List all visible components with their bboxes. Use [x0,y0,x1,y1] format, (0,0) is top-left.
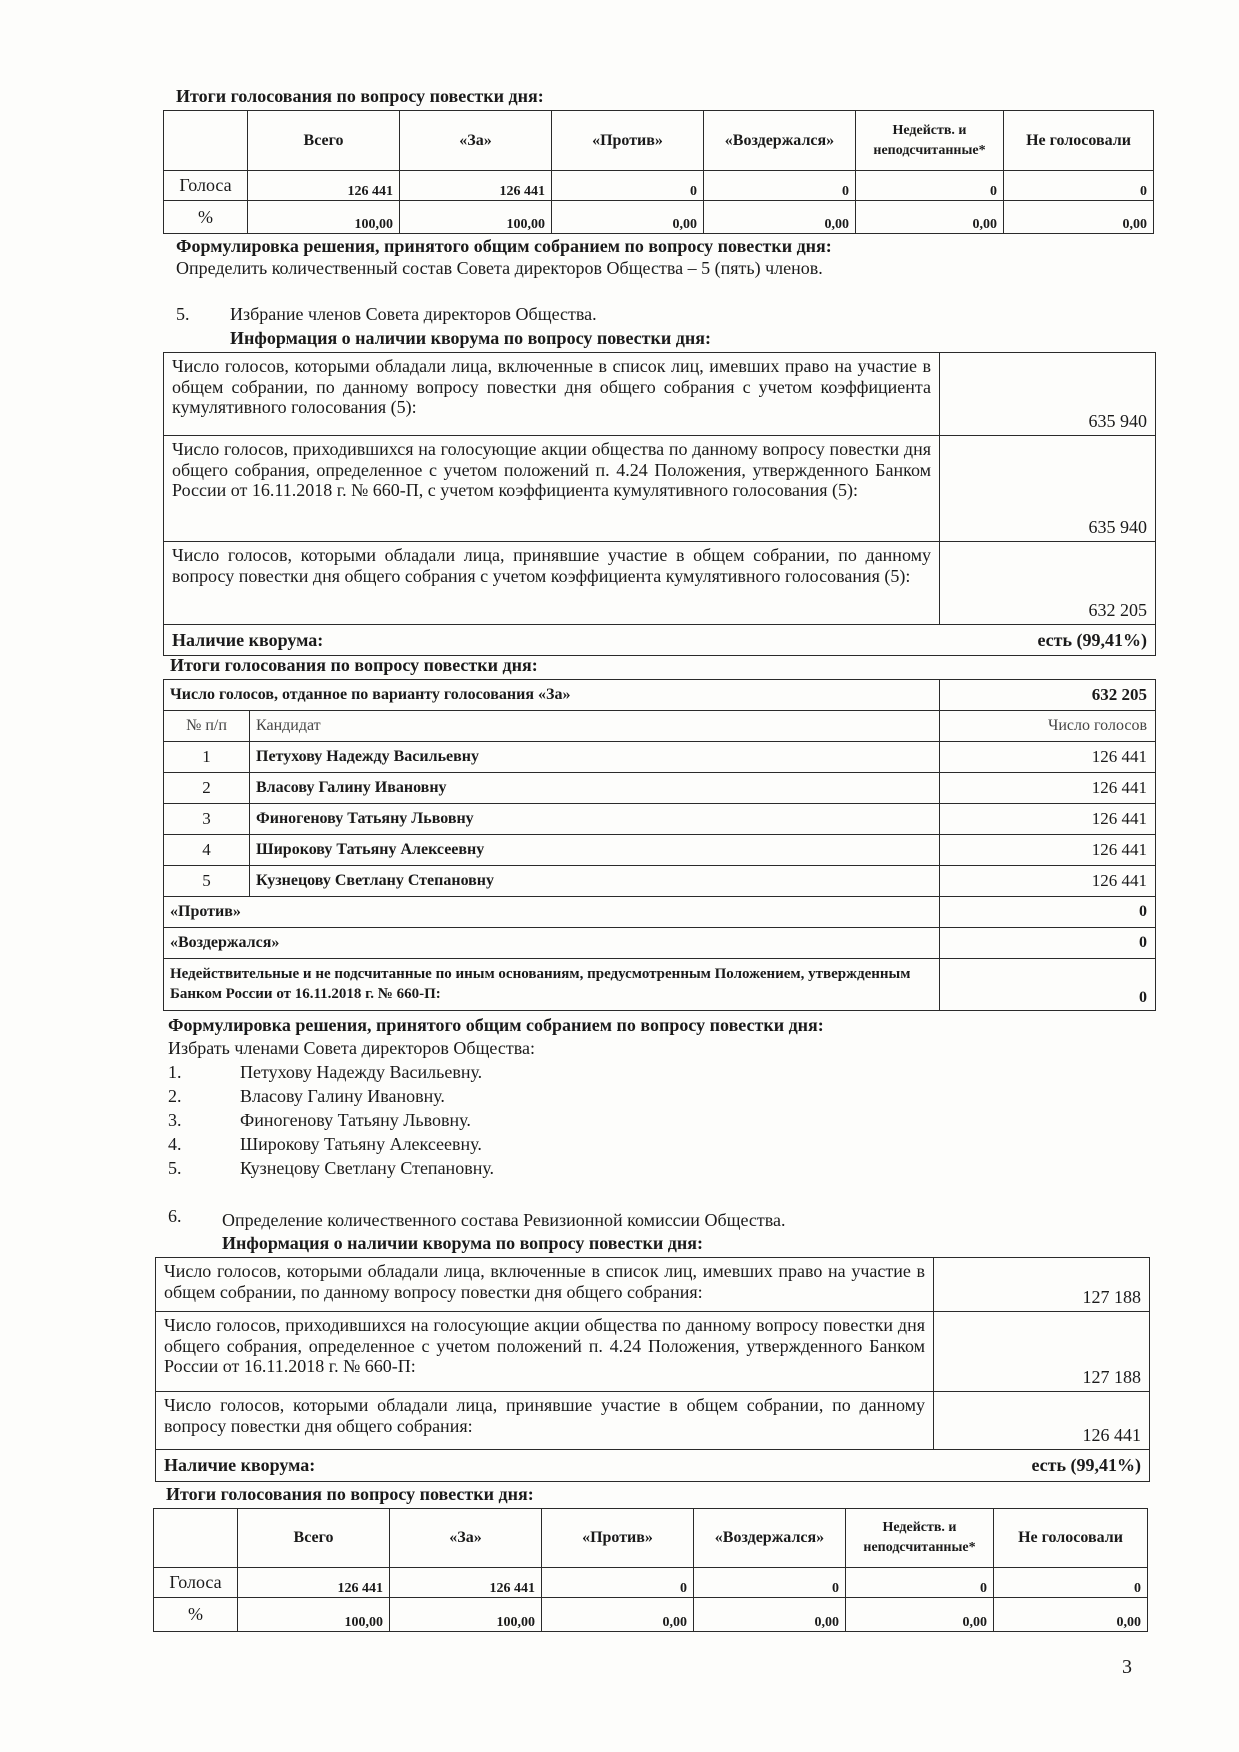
col-header-abstain: «Воздержался» [704,111,856,171]
cell-value: 0 [856,171,1004,201]
col-header-invalid: Недейств. и неподсчитанные* [856,111,1004,171]
quorum-label: Число голосов, которыми обладали лица, включенные в список лиц, имевших право на участие в общем собрании, по данному вопросу повестки дня общего собрания с учетом коэффициента кумулятивного голосования (5): [164,353,940,436]
list-text: Власову Галину Ивановну. [240,1086,445,1106]
col-header-total: Всего [248,111,400,171]
cell-value: 100,00 [238,1598,390,1632]
against-label: «Против» [164,897,940,928]
quorum-label: Число голосов, которыми обладали лица, включенные в список лиц, имевших право на участие в общем собрании, по данному вопросу повестки дня общего собрания: [156,1258,934,1312]
cell-value: 126 441 [248,171,400,201]
invalid-value: 0 [940,959,1156,1011]
col-header-not-voted: Не голосовали [994,1509,1148,1568]
quorum-title: Информация о наличии кворума по вопросу повестки дня: [230,328,711,348]
quorum-label: Число голосов, которыми обладали лица, принявшие участие в общем собрании, по данному вопросу повестки дня общего собрания с учетом коэффициента кумулятивного голосования (5): [164,542,940,625]
results-title: Итоги голосования по вопросу повестки дня: [166,1484,534,1504]
quorum-value: 127 188 [934,1312,1150,1392]
candidate-number: 1 [164,742,250,773]
decision-intro: Избрать членами Совета директоров Общества: [168,1038,535,1058]
decision-title: Формулировка решения, принятого общим собранием по вопросу повестки дня: [168,1015,824,1035]
cell-value: 0,00 [704,201,856,234]
list-text: Широкову Татьяну Алексеевну. [240,1134,482,1154]
candidate-number: 2 [164,773,250,804]
candidate-name: Петухову Надежду Васильевну [250,742,940,773]
cell-value: 0 [694,1568,846,1598]
list-number: 4. [168,1134,182,1154]
candidate-number: 5 [164,866,250,897]
row-label-votes: Голоса [164,171,248,201]
item-number: 5. [176,304,190,324]
col-header-not-voted: Не голосовали [1004,111,1154,171]
quorum-presence-value: есть (99,41%) [934,1450,1150,1482]
abstain-label: «Воздержался» [164,928,940,959]
candidate-name: Широкову Татьяну Алексеевну [250,835,940,866]
candidate-number: 4 [164,835,250,866]
col-header-for: «За» [400,111,552,171]
quorum-presence-label: Наличие кворума: [164,625,940,656]
col-header-invalid: Недейств. и неподсчитанные* [846,1509,994,1568]
voting-results-table [153,1508,1148,1632]
results-title: Итоги голосования по вопросу повестки дня: [170,655,538,675]
list-number: 3. [168,1110,182,1130]
row-label-percent: % [154,1598,238,1632]
cell-value: 126 441 [400,171,552,201]
candidate-number: 3 [164,804,250,835]
item-number: 6. [168,1206,182,1226]
cell-value: 0 [552,171,704,201]
quorum-value: 127 188 [934,1258,1150,1312]
voting-results-table [163,110,1154,234]
col-header-against: «Против» [542,1509,694,1568]
candidate-votes: 126 441 [940,804,1156,835]
cell-value: 0 [542,1568,694,1598]
item-title: Избрание членов Совета директоров Общества. [230,304,597,324]
quorum-label: Число голосов, которыми обладали лица, принявшие участие в общем собрании, по данному вопросу повестки дня общего собрания: [156,1392,934,1450]
cell-value: 100,00 [400,201,552,234]
quorum-presence-label: Наличие кворума: [156,1450,934,1482]
row-label-percent: % [164,201,248,234]
candidate-votes: 126 441 [940,742,1156,773]
cell-value: 0 [846,1568,994,1598]
cell-value: 0,00 [552,201,704,234]
page-number: 3 [1122,1656,1132,1678]
col-header-candidate: Кандидат [250,711,940,742]
col-header-number: № п/п [164,711,250,742]
cell-value: 100,00 [390,1598,542,1632]
col-header-for: «За» [390,1509,542,1568]
cell-value: 0,00 [1004,201,1154,234]
quorum-table [155,1257,1150,1482]
quorum-value: 635 940 [940,436,1156,542]
quorum-value: 632 205 [940,542,1156,625]
cell-value: 0,00 [856,201,1004,234]
table-corner-cell [154,1509,238,1568]
cell-value: 0,00 [542,1598,694,1632]
quorum-title: Информация о наличии кворума по вопросу повестки дня: [222,1233,703,1253]
candidates-table [163,679,1156,1011]
invalid-label: Недействительные и не подсчитанные по иным основаниям, предусмотренным Положением, утвержденным Банком России от 16.11.2018 г. № 660-П: [164,959,940,1011]
col-header-total: Всего [238,1509,390,1568]
cell-value: 0,00 [846,1598,994,1632]
for-votes-label: Число голосов, отданное по варианту голосования «За» [164,680,940,711]
cell-value: 0 [704,171,856,201]
cell-value: 126 441 [390,1568,542,1598]
col-header-votes: Число голосов [940,711,1156,742]
cell-value: 126 441 [238,1568,390,1598]
list-number: 1. [168,1062,182,1082]
cell-value: 0,00 [994,1598,1148,1632]
results-title: Итоги голосования по вопросу повестки дня: [176,86,544,106]
item-title: Определение количественного состава Ревизионной комиссии Общества. [222,1210,786,1230]
abstain-value: 0 [940,928,1156,959]
col-header-against: «Против» [552,111,704,171]
candidate-name: Кузнецову Светлану Степановну [250,866,940,897]
list-number: 5. [168,1158,182,1178]
row-label-votes: Голоса [154,1568,238,1598]
list-number: 2. [168,1086,182,1106]
quorum-value: 126 441 [934,1392,1150,1450]
cell-value: 0 [994,1568,1148,1598]
quorum-presence-value: есть (99,41%) [940,625,1156,656]
col-header-abstain: «Воздержался» [694,1509,846,1568]
cell-value: 0 [1004,171,1154,201]
quorum-label: Число голосов, приходившихся на голосующие акции общества по данному вопросу повестки дня общего собрания, определенное с учетом положений п. 4.24 Положения, утвержденного Банком России от 16.11.2018 г. № 660-П, с учетом коэффициента кумулятивного голосования (5): [164,436,940,542]
candidate-name: Власову Галину Ивановну [250,773,940,804]
cell-value: 100,00 [248,201,400,234]
for-votes-total: 632 205 [940,680,1156,711]
quorum-value: 635 940 [940,353,1156,436]
candidate-votes: 126 441 [940,866,1156,897]
table-corner-cell [164,111,248,171]
against-value: 0 [940,897,1156,928]
decision-text: Определить количественный состав Совета директоров Общества – 5 (пять) членов. [176,258,823,278]
quorum-table [163,352,1156,656]
candidate-name: Финогенову Татьяну Львовну [250,804,940,835]
candidate-votes: 126 441 [940,835,1156,866]
decision-title: Формулировка решения, принятого общим собранием по вопросу повестки дня: [176,236,832,256]
list-text: Финогенову Татьяну Львовну. [240,1110,471,1130]
list-text: Кузнецову Светлану Степановну. [240,1158,495,1178]
cell-value: 0,00 [694,1598,846,1632]
quorum-label: Число голосов, приходившихся на голосующие акции общества по данному вопросу повестки дня общего собрания, определенное с учетом положений п. 4.24 Положения, утвержденного Банком России от 16.11.2018 г. № 660-П: [156,1312,934,1392]
list-text: Петухову Надежду Васильевну. [240,1062,483,1082]
candidate-votes: 126 441 [940,773,1156,804]
